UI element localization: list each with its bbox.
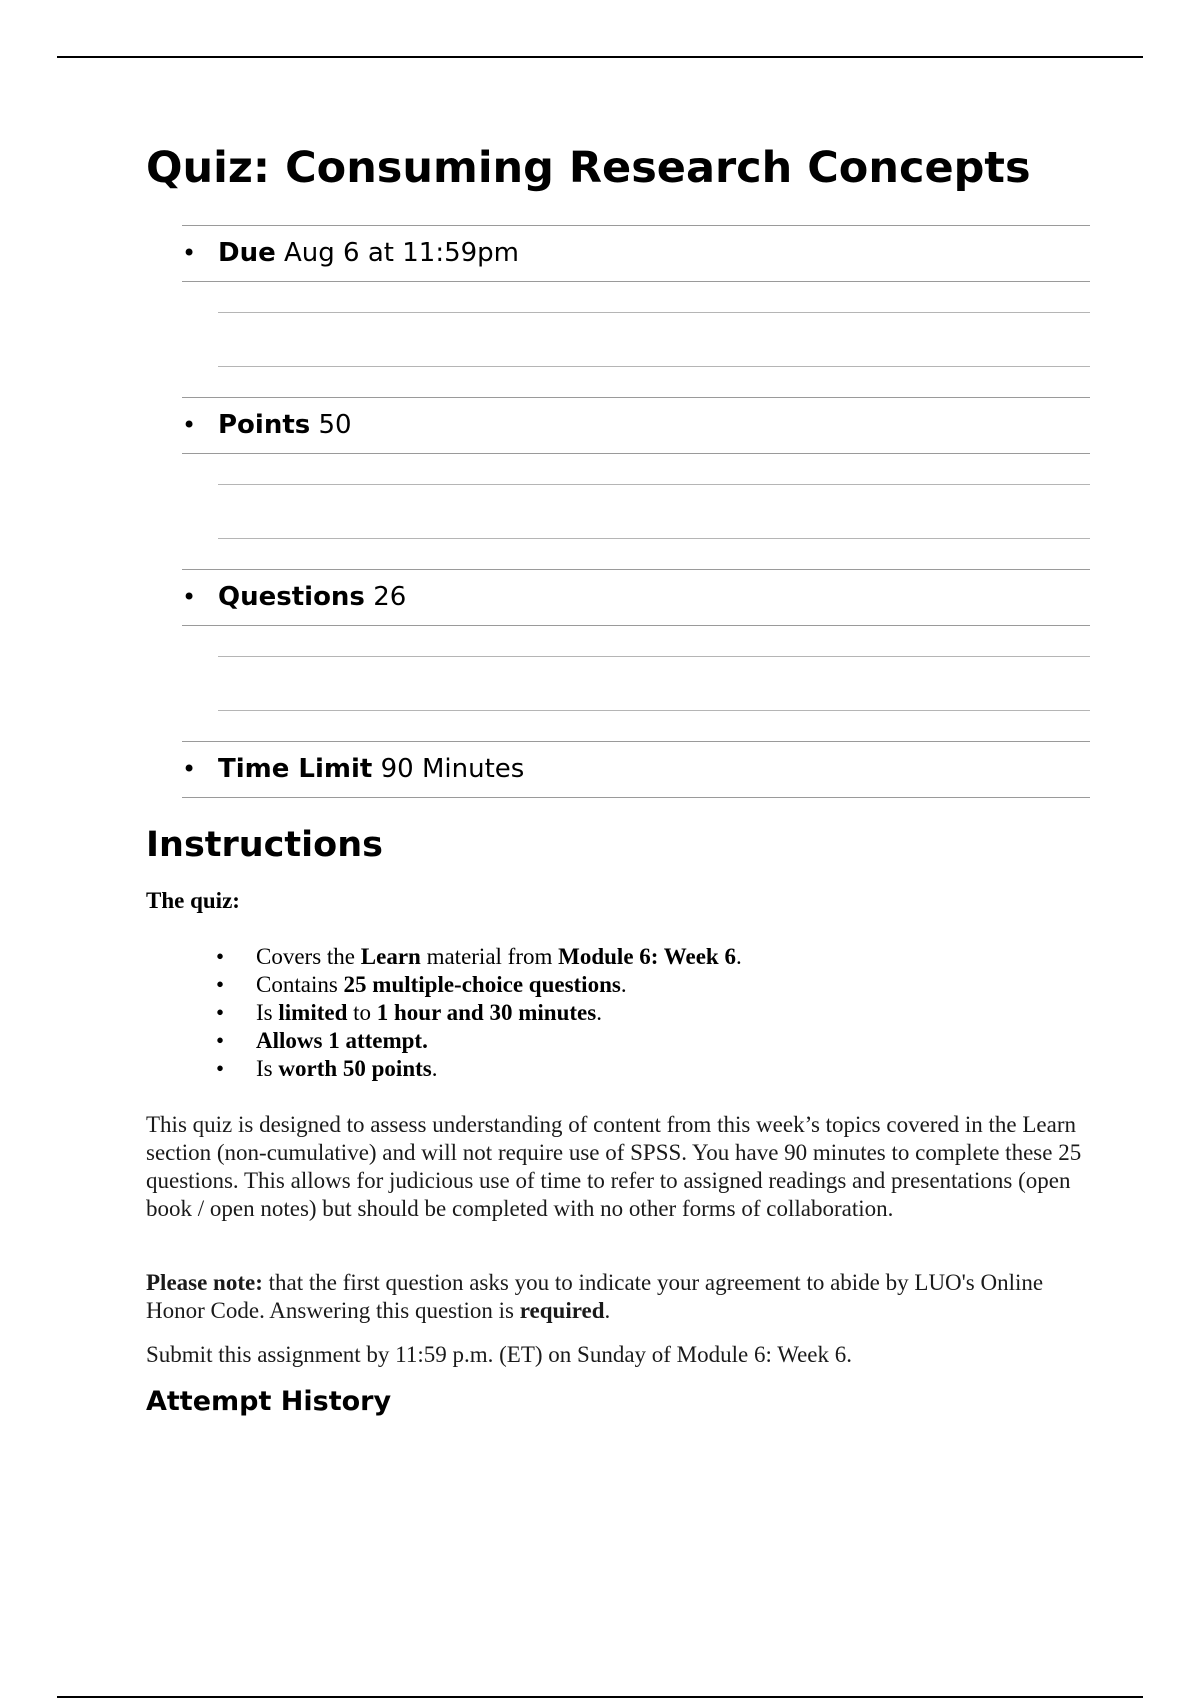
bullet-icon: • bbox=[216, 1000, 225, 1025]
quiz-intro: The quiz: bbox=[146, 888, 240, 913]
text: to bbox=[347, 1000, 377, 1025]
note-text-end: . bbox=[604, 1298, 611, 1323]
detail-time-limit bbox=[182, 741, 1090, 798]
bold-text: limited bbox=[278, 1000, 348, 1025]
detail-due bbox=[182, 225, 1090, 282]
submit-deadline: Submit this assignment by 11:59 p.m. (ET) on Sunday of Module 6: Week 6. bbox=[146, 1342, 852, 1367]
bold-text: Module 6: Week 6 bbox=[558, 944, 736, 969]
note-required: required bbox=[519, 1298, 605, 1323]
text: Is bbox=[256, 1000, 279, 1025]
text: material from bbox=[420, 944, 559, 969]
page-title: Quiz: Consuming Research Concepts bbox=[146, 143, 1031, 193]
bold-text: 1 hour and 30 minutes bbox=[376, 1000, 597, 1025]
detail-value: 50 bbox=[318, 410, 352, 440]
note-label: Please note: bbox=[146, 1270, 263, 1295]
honor-code-note bbox=[146, 1269, 1090, 1325]
detail-spacer bbox=[182, 626, 1090, 741]
bottom-rule bbox=[57, 1696, 1143, 1698]
bullet-icon: • bbox=[216, 972, 225, 997]
detail-label: Questions bbox=[218, 582, 365, 612]
detail-label: Time Limit bbox=[218, 754, 373, 784]
top-rule bbox=[57, 56, 1143, 58]
bold-text: 25 multiple-choice questions bbox=[343, 972, 621, 997]
text: Contains bbox=[256, 972, 344, 997]
text: . bbox=[596, 1000, 602, 1025]
attempt-history-heading: Attempt History bbox=[146, 1386, 392, 1417]
bullet-icon: • bbox=[216, 944, 225, 969]
bullet-icon: • bbox=[216, 1056, 225, 1081]
bold-text: Learn bbox=[360, 944, 421, 969]
detail-spacer bbox=[182, 454, 1090, 569]
detail-questions bbox=[182, 569, 1090, 626]
text: Covers the bbox=[256, 944, 361, 969]
quiz-point-item bbox=[146, 943, 742, 971]
bullet-icon: • bbox=[182, 583, 197, 611]
detail-label: Due bbox=[218, 238, 276, 268]
quiz-point-item bbox=[146, 971, 742, 999]
bold-text: worth 50 points bbox=[278, 1056, 432, 1081]
text: . bbox=[620, 972, 627, 997]
text: Is bbox=[256, 1056, 279, 1081]
detail-label: Points bbox=[218, 410, 311, 440]
text: . bbox=[735, 944, 742, 969]
bullet-icon: • bbox=[216, 1028, 225, 1053]
note-text: that the first question asks you to indicate your agreement to abide by LUO's Online Honor Code. Answering this question is bbox=[146, 1270, 1044, 1323]
bullet-icon: • bbox=[182, 755, 197, 783]
quiz-details-list bbox=[182, 225, 1090, 798]
quiz-points-list bbox=[146, 943, 742, 1083]
instructions-heading: Instructions bbox=[146, 825, 383, 865]
quiz-description: This quiz is designed to assess understanding of content from this week’s topics covered in the Learn section (non-cumulative) and will not require use of SPSS. You have 90 minutes to complete these 25 questions. This allows for judicious use of time to refer to assigned readings and presentations (open book / open notes) but should be completed with no other forms of collaboration. bbox=[146, 1112, 1082, 1221]
bullet-icon: • bbox=[182, 411, 197, 439]
bold-text: Allows 1 attempt. bbox=[256, 1028, 428, 1053]
detail-value: 90 Minutes bbox=[380, 754, 525, 784]
detail-points bbox=[182, 397, 1090, 454]
detail-value: Aug 6 at 11:59pm bbox=[284, 238, 519, 268]
quiz-point-item bbox=[146, 1055, 742, 1083]
detail-value: 26 bbox=[373, 582, 407, 612]
quiz-point-item bbox=[146, 999, 742, 1027]
bullet-icon: • bbox=[182, 239, 197, 267]
quiz-point-item bbox=[146, 1027, 742, 1055]
detail-spacer bbox=[182, 282, 1090, 397]
text: . bbox=[431, 1056, 438, 1081]
